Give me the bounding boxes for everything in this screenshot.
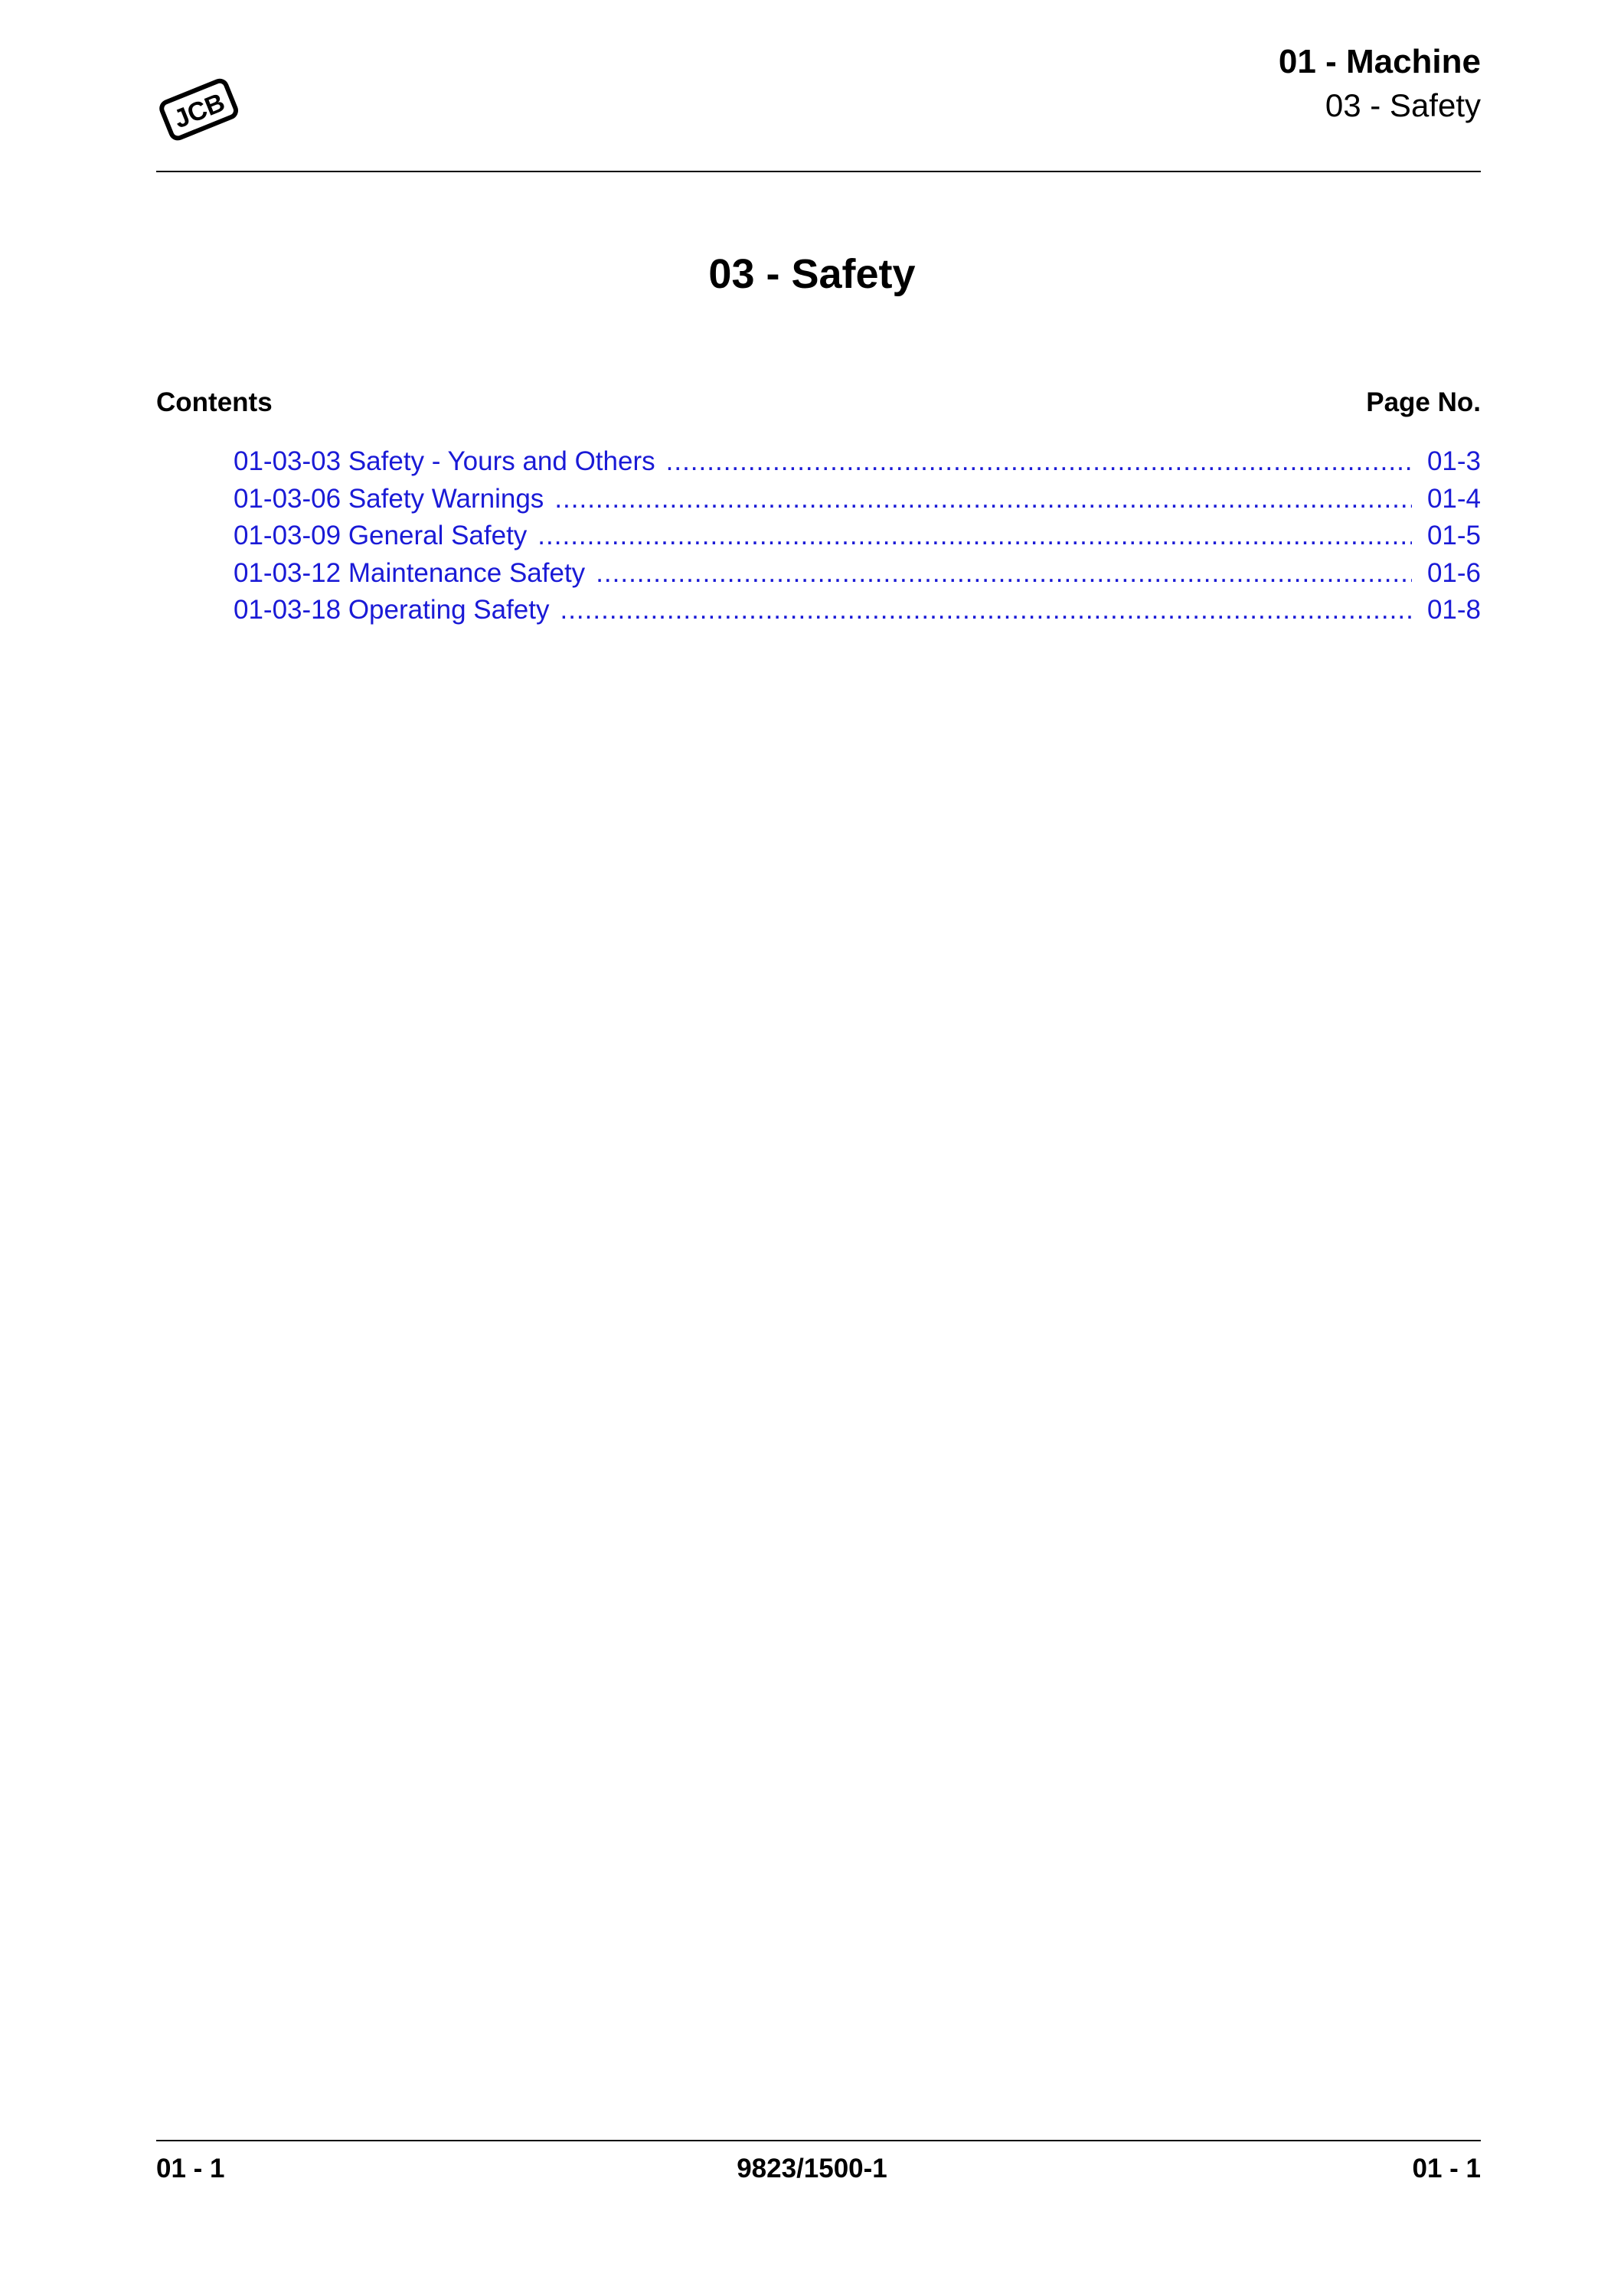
toc-link-general-safety[interactable] <box>234 521 1481 558</box>
page-title: 03 - Safety <box>708 251 916 297</box>
toc-leader-dots <box>538 521 1412 551</box>
svg-text:JCB: JCB <box>169 87 230 135</box>
jcb-logo <box>157 73 241 147</box>
toc-entry-page[interactable]: 01-5 <box>1426 521 1481 550</box>
toc-leader-dots <box>666 446 1412 477</box>
header-subsection-title: 03 - Safety <box>1325 87 1481 123</box>
header-divider <box>156 171 1481 172</box>
toc-link-safety-yours-and-others[interactable] <box>234 446 1481 484</box>
header-section-title: 01 - Machine <box>1278 43 1481 80</box>
toc-leader-dots <box>560 595 1411 625</box>
toc-link-maintenance-safety[interactable] <box>234 558 1481 596</box>
footer-page-number-right: 01 - 1 <box>1412 2154 1481 2183</box>
contents-heading: Contents <box>156 387 273 417</box>
toc-leader-dots <box>554 484 1412 514</box>
table-of-contents <box>234 446 1481 632</box>
page-number-heading: Page No. <box>1366 387 1481 417</box>
toc-entry-label[interactable]: 01-03-06 Safety Warnings <box>234 483 544 514</box>
toc-entry-page[interactable]: 01-3 <box>1426 446 1481 476</box>
toc-entry-page[interactable]: 01-8 <box>1426 595 1481 625</box>
footer-divider <box>156 2140 1481 2141</box>
toc-entry-page[interactable]: 01-4 <box>1426 483 1481 514</box>
toc-link-operating-safety[interactable] <box>234 595 1481 632</box>
toc-entry-label[interactable]: 01-03-09 General Safety <box>234 521 528 550</box>
toc-link-safety-warnings[interactable] <box>234 484 1481 521</box>
toc-entry-label[interactable]: 01-03-03 Safety - Yours and Others <box>234 446 655 476</box>
footer-page-number-left: 01 - 1 <box>156 2154 225 2183</box>
toc-leader-dots <box>596 558 1412 589</box>
footer-document-number: 9823/1500-1 <box>737 2154 887 2183</box>
toc-entry-label[interactable]: 01-03-18 Operating Safety <box>234 595 550 625</box>
toc-entry-label[interactable]: 01-03-12 Maintenance Safety <box>234 557 586 588</box>
toc-entry-page[interactable]: 01-6 <box>1426 557 1481 588</box>
